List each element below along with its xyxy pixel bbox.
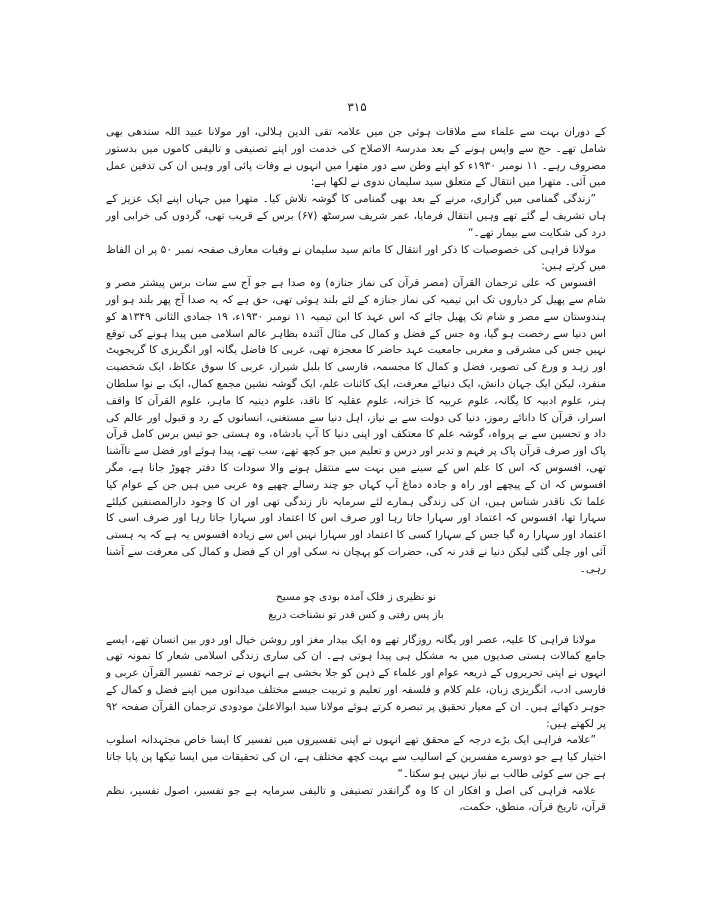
paragraph-wafiyat-intro: مولانا فراہی کی خصوصیات کا ذکر اور انتقال کا ماتم سید سلیمان نے وفیات معارف صفحہ نمبر ۵۰ پر ان الفاظ میں کرتے ہیں: xyxy=(106,243,606,273)
couplet-line-2: باز پس رفتی و کس قدر تو نشناخت دریغ xyxy=(268,608,444,621)
paragraph-farahi-qualities: مولانا فراہی کا علیہ، عصر اور یگانہ روزگار تھے وہ ایک بیدار مغز اور روشن خیال اور دور بین انسان تھے، ایسے جامع کمالات ہستی صدیوں میں بہ مشکل ہی پیدا ہوتی ہے۔ ان کی ساری زندگی اسلامی شعار کا نمونہ تھی انہوں نے اپنی تحریروں کے ذریعہ عوام اور علماء کے ذہن کو جلا بخشی ہے انہوں نے ترجمہ تفسیر القرآن عربی و فارسی ادب، انگریزی زبان، علم کلام و فلسفہ اور تعلیم و تربیت جیسے مختلف میدانوں میں اپنے فضل و کمال کے جوہر دکھائے ہیں۔ ان کے معیار تحقیق پر تبصرہ کرتے ہوئے مولانا سید ابوالاعلیٰ مودودی ترجمان القرآن صفحہ ۹۲ پر لکھتے ہیں: xyxy=(106,633,606,730)
quote-maududi: ”علامہ فراہی ایک بڑے درجہ کے محقق تھے انہوں نے اپنی تفسیروں میں تفسیر کا ایسا خاص مجتہدانہ اسلوب اختیار کیا ہے جو دوسرے مفسرین کے اسالیب سے بہت کچھ مختلف ہے، ان کی تحقیقات میں ایسا تیکھا پن پایا جاتا ہے جن سے کوئی طالب بے نیاز نہیں ہو سکتا۔“ xyxy=(106,734,606,780)
body-text xyxy=(106,124,606,816)
couplet-line-1: نو نظیری ز فلک آمدہ بودی چو مسیح xyxy=(275,590,436,603)
page-number: ۳۱۵ xyxy=(347,100,367,114)
paragraph-intro: کے دوران بہت سے علماء سے ملاقات ہوئی جن میں علامہ تقی الدین ہلالی، اور مولانا عبید اللہ سندھی بھی شامل تھے۔ حج سے واپس ہونے کے بعد مدرسۃ الاصلاح کی خدمت اور اپنے تصنیفی و تالیفی کاموں میں بدستور مصروف رہے۔ ۱۱ نومبر ۱۹۳۰ء کو اپنے وطن سے دور متھرا میں انہوں نے وفات پائی اور وہیں ان کی تدفین عمل میں آئی۔ متھرا میں انتقال کے متعلق سید سلیمان ندوی نے لکھا ہے: xyxy=(106,126,606,189)
quote-sulaiman-nadvi: ”زندگی گمنامی میں گزاری، مرنے کے بعد بھی گمنامی کا گوشہ تلاش کیا۔ متھرا میں جہاں اپنے ایک عزیز کے ہاں تشریف لے گئے تھے وہیں انتقال فرمایا، عمر شریف سرسٹھ (۶۷) برس کے قریب تھی، گردوں کی خرابی اور درد کی شکایت سے بیمار تھے۔“ xyxy=(106,193,606,239)
persian-couplet xyxy=(106,588,606,624)
paragraph-eulogy: افسوس کہ علی ترجمان القرآن (مصر قرآن کی نماز جنازہ) وہ صدا ہے جو آج سے سات برس پیشتر مصر و شام سے پھیل کر دیاروں تک ابن تیمیہ کی نماز جنازہ کے لئے بلند ہوئی تھی، حق ہے کہ یہ صدا آج پھر بلند ہو اور ہندوستان سے مصر و شام تک پھیل جائے کہ اس عہد کا ابن تیمیہ ۱۱ نومبر ۱۹۳۰ء، ۱۹ جمادی الثانی ۱۳۴۹ھ کو اس دنیا سے رخصت ہو گیا، وہ جس کے فضل و کمال کی مثال آئندہ بظاہر عالم اسلامی میں پیدا ہونے کی توقع نہیں جس کی مشرقی و مغربی جامعیت عہد حاضر کا معجزہ تھی، عربی کا فاضل یگانہ اور انگریزی کا گریجویٹ اور زہد و ورع کی تصویر، فضل و کمال کا مجسمہ، فارسی کا بلبل شیراز، عربی کا سوق عکاظ، ایک شخصیت منفرد، لیکن ایک جہان دانش، ایک دنیائے معرفت، ایک کائنات علم، ایک گوشہ نشین مجمع کمال، ایک بے نوا سلطان ہنر، علوم ادبیہ کا یگانہ، علوم عربیہ کا خزانہ، علوم عقلیہ کا ناقد، علوم دینیہ کا ماہر، علوم القرآن کا واقف اسرار، قرآن کا دانائے رموز، دنیا کی دولت سے بے نیاز، اہل دنیا سے مستغنی، انسانوں کے رد و قبول اور عالم کی داد و تحسین سے بے پرواہ، گوشہ علم کا معتکف اور اپنی دنیا کا آپ بادشاہ، وہ ہستی جو تیس برس کامل قرآن پاک اور صرف قرآن پاک پر فہم و تدبر اور درس و تعلیم میں جو کچھ تھے، سب تھے، پیدا ہوئے اور فضل سے ناآشنا تھی، افسوس کہ اس کا علم اس کے سینے میں بہت سے منتقل ہونے والا سودات کا دفتر چھوڑ جانا ہے، مگر افسوس کہ ان کے پیچھے اور راہ و جادہ دماغ آپ کہاں جو چند رسالے چھپے وہ عربی میں ہیں جن کے عوام کیا علما تک ناقدر شناس ہیں، ان کی زندگی ہمارے لئے سرمایہ ناز زندگی تھی اور ان کا وجود دارالمصنفین کیلئے سہارا تھا، افسوس کہ اعتماد اور سہارا جاتا رہا اور صرف اس کا اعتماد اور سہارا جاتا رہا اور صرف اسی کا اعتماد اور سہارا رہ گیا جس کے سہارا کسی کا اعتماد اور سہارا نہیں اس سے زیادہ افسوس یہ ہے کہ یہ ہستی آئی اور چلی گئی لیکن دنیا نے قدر نہ کی، حضرات کو پہچان نہ سکی اور ان کے فضل و کمال کی معرفت سے آشنا رہی۔ xyxy=(106,277,607,575)
paragraph-farahi-works: علامہ فراہی کی اصل و افکار ان کا وہ گرانقدر تصنیفی و تالیفی سرمایہ ہے جو تفسیر، اصول تفسیر، نظم قرآن، تاریخ قرآن، منطق، حکمت، xyxy=(106,784,606,814)
